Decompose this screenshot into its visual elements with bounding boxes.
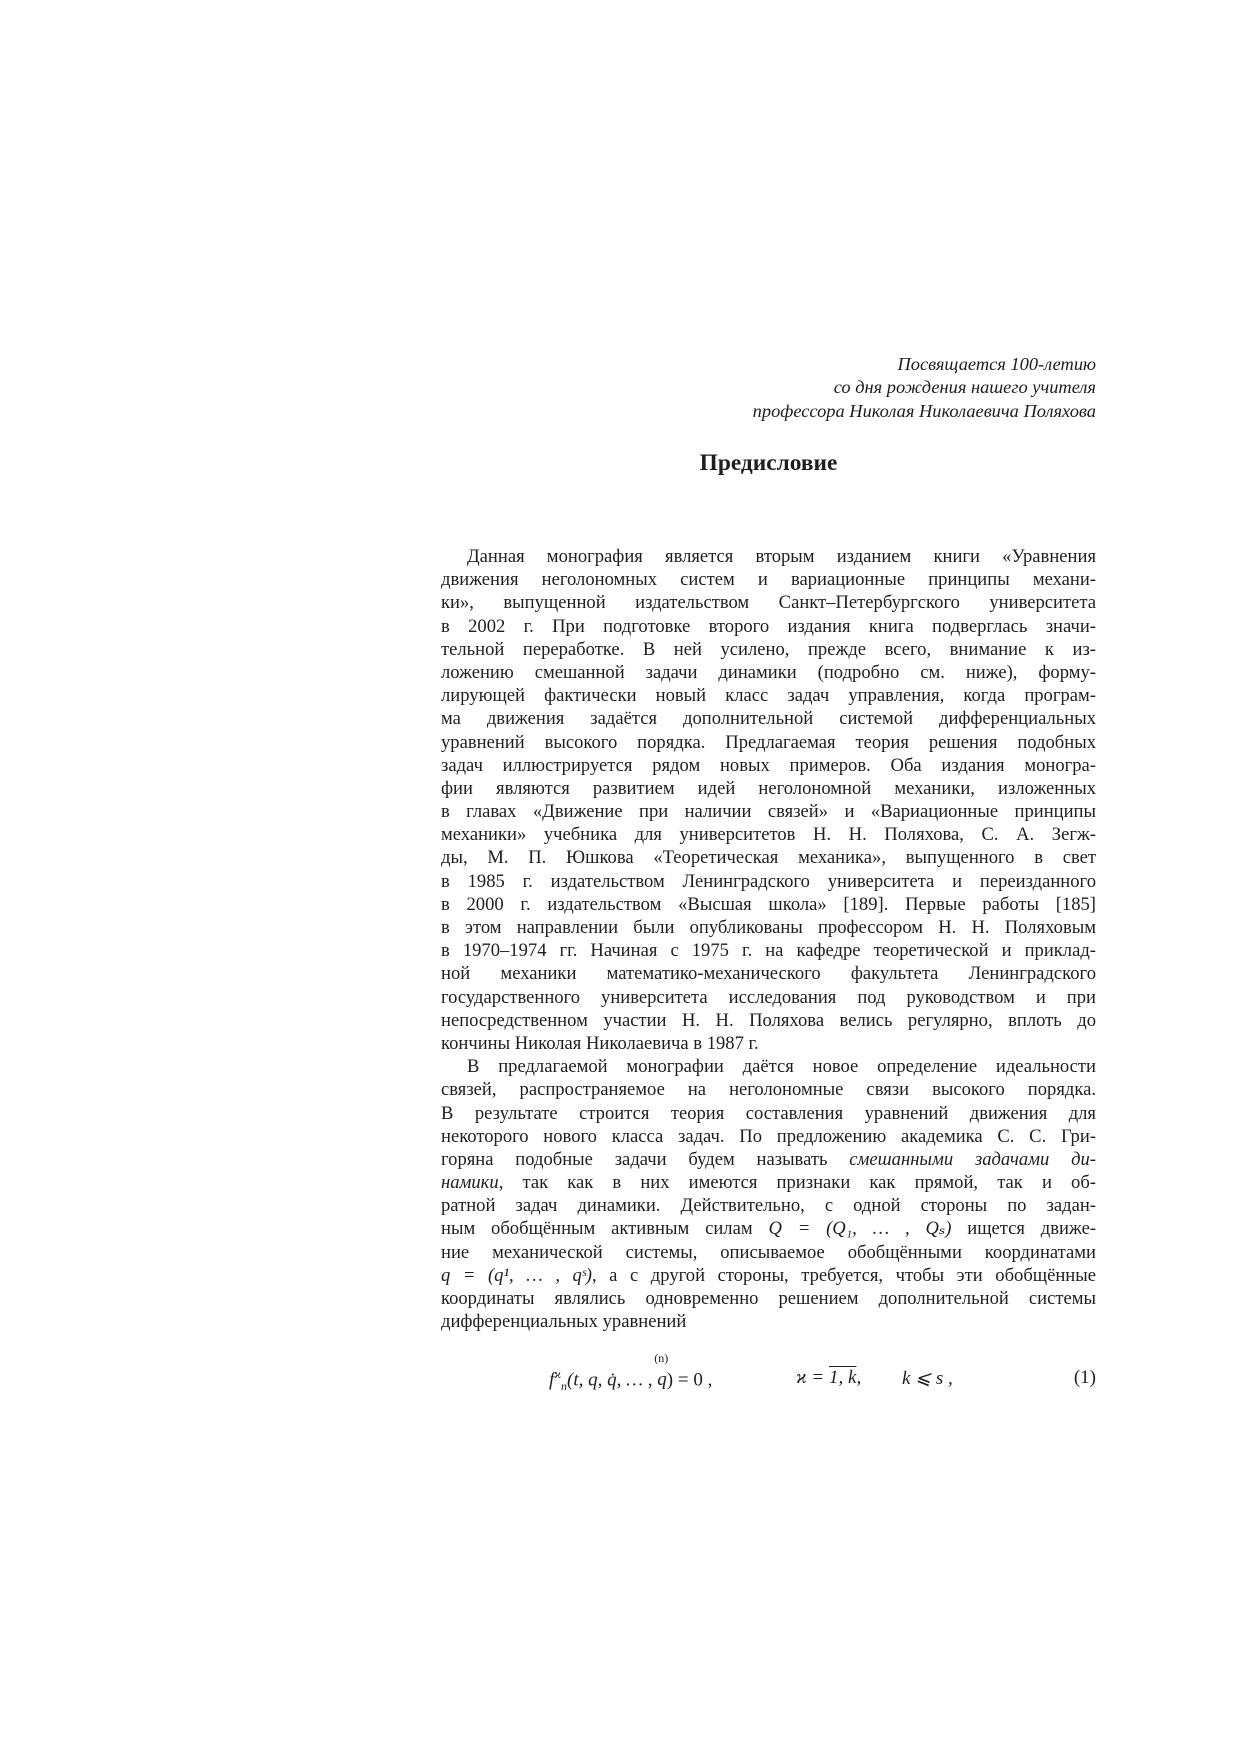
math-coordinates: q = (q¹, … , qˢ): [441, 1264, 592, 1286]
text-line: фии являются развитием идей неголономной механики, изложенных: [441, 777, 1096, 799]
equation-1: [441, 1351, 1096, 1397]
text-line: движения неголономных систем и вариационные принципы механи-: [441, 569, 1096, 591]
text-fragment: , так как в них имеются признаки как прямой, так и об-: [498, 1172, 1096, 1194]
text-line: государственного университета исследования под руководством и при: [441, 986, 1096, 1008]
text-line: ратной задач динамики. Действительно, с одной стороны по задан-: [441, 1195, 1096, 1217]
math-subscript: n: [561, 1379, 568, 1394]
dedication: [600, 353, 1096, 423]
text-line: Данная монография является вторым изданием книги «Уравнения: [467, 546, 1096, 567]
text-line: уравнений высокого порядка. Предлагаемая теория решения подобных: [441, 731, 1096, 753]
text-fragment: горяна подобные задачи будем называть: [441, 1148, 850, 1170]
text-line: [441, 1171, 1096, 1194]
math-superscript: ϰ: [554, 1367, 562, 1381]
text-line: тельной переработке. В ней усилено, прежде всего, внимание к из-: [441, 638, 1096, 660]
text-line: [441, 1217, 1096, 1240]
text-line: задач иллюстрируется рядом новых примеров. Оба издания моногра-: [441, 754, 1096, 776]
text-line: в 1970–1974 гг. Начиная с 1975 г. на кафедре теоретической и приклад-: [441, 940, 1096, 962]
text-line: В предлагаемой монографии даётся новое определение идеальности: [467, 1056, 1096, 1078]
text-fragment: ным обобщённым активным силам: [441, 1218, 769, 1240]
math-args: (t, q, q̇, … ,: [567, 1369, 658, 1391]
term-mixed-problems: смешанными задачами ди-: [849, 1148, 1096, 1170]
math-symbol: q: [657, 1369, 667, 1391]
text-fragment: ищется движе-: [951, 1218, 1097, 1240]
math-symbol: f: [549, 1369, 555, 1391]
math-sep: ,: [856, 1367, 862, 1388]
text-line: в этом направлении были опубликованы профессором Н. Н. Поляховым: [441, 917, 1096, 938]
text-line: в 2000 г. издательством «Высшая школа» [189]. Первые работы [185]: [441, 893, 1096, 915]
page-title: Предисловие: [699, 450, 838, 476]
math-forces: Q = (Q₁, … , Qₛ): [768, 1218, 952, 1240]
dedication-line-3: профессора Николая Николаевича Поляхова: [752, 400, 1096, 421]
math-order: (n): [654, 1351, 669, 1366]
term-mixed-problems-end: намики: [441, 1172, 499, 1194]
text-line: некоторого нового класса задач. По предложению академика С. С. Гри-: [441, 1125, 1096, 1147]
text-line: непосредственном участии Н. Н. Поляхова велись регулярно, вплоть до: [441, 1009, 1096, 1031]
equation-condition-2: k ⩽ s ,: [902, 1368, 953, 1389]
text-line: механики» учебника для университетов Н. Н. Поляхова, С. А. Зегж-: [441, 824, 1096, 846]
text-line: связей, распространяемое на неголономные связи высокого порядка.: [441, 1079, 1096, 1101]
math-nth-derivative: [654, 1351, 669, 1391]
paragraph-2: [441, 1055, 1096, 1333]
math-index: ϰ =: [796, 1367, 829, 1388]
text-line: в 2002 г. При подготовке второго издания книга подверглась значи-: [441, 615, 1096, 637]
text-line: ки», выпущенной издательством Санкт–Петербургского университета: [441, 592, 1096, 614]
paragraph-1: [441, 545, 1096, 1055]
text-line: [441, 1148, 1096, 1171]
dedication-line-1: Посвящается 100-летию: [897, 354, 1096, 374]
dedication-line-2: со дня рождения нашего учителя: [833, 377, 1096, 398]
text-line: ды, М. П. Юшкова «Теоретическая механика», выпущенного в свет: [441, 847, 1096, 869]
math-range: 1, k: [829, 1367, 857, 1388]
equation-condition-1: [796, 1367, 861, 1389]
text-line: ной механики математико-механического факультета Ленинградского: [441, 963, 1096, 985]
text-line: дифференциальных уравнений: [441, 1311, 687, 1333]
math-args-end: ) = 0 ,: [666, 1369, 713, 1391]
text-line: [441, 1264, 1096, 1287]
text-line: В результате строится теория составления уравнений движения для: [441, 1102, 1096, 1124]
preface-body: [441, 545, 1096, 1333]
text-line: лирующей фактически новый класс задач управления, когда програм-: [441, 685, 1096, 707]
text-line: ма движения задаётся дополнительной системой дифференциальных: [441, 708, 1096, 730]
text-line: в главах «Движение при наличии связей» и «Вариационные принципы: [441, 801, 1096, 823]
text-line: в 1985 г. издательством Ленинградского университета и переизданного: [441, 870, 1096, 892]
text-line: ложению смешанной задачи динамики (подробно см. ниже), форму-: [441, 661, 1096, 683]
text-line: кончины Николая Николаевича в 1987 г.: [441, 1032, 759, 1054]
text-fragment: , а с другой стороны, требуется, чтобы эти обобщённые: [591, 1264, 1096, 1286]
text-line: ние механической системы, описываемое обобщёнными координатами: [441, 1241, 1096, 1263]
text-line: координаты являлись одновременно решением дополнительной системы: [441, 1288, 1096, 1309]
equation-lhs: [549, 1351, 713, 1394]
equation-number: (1): [1073, 1367, 1096, 1388]
